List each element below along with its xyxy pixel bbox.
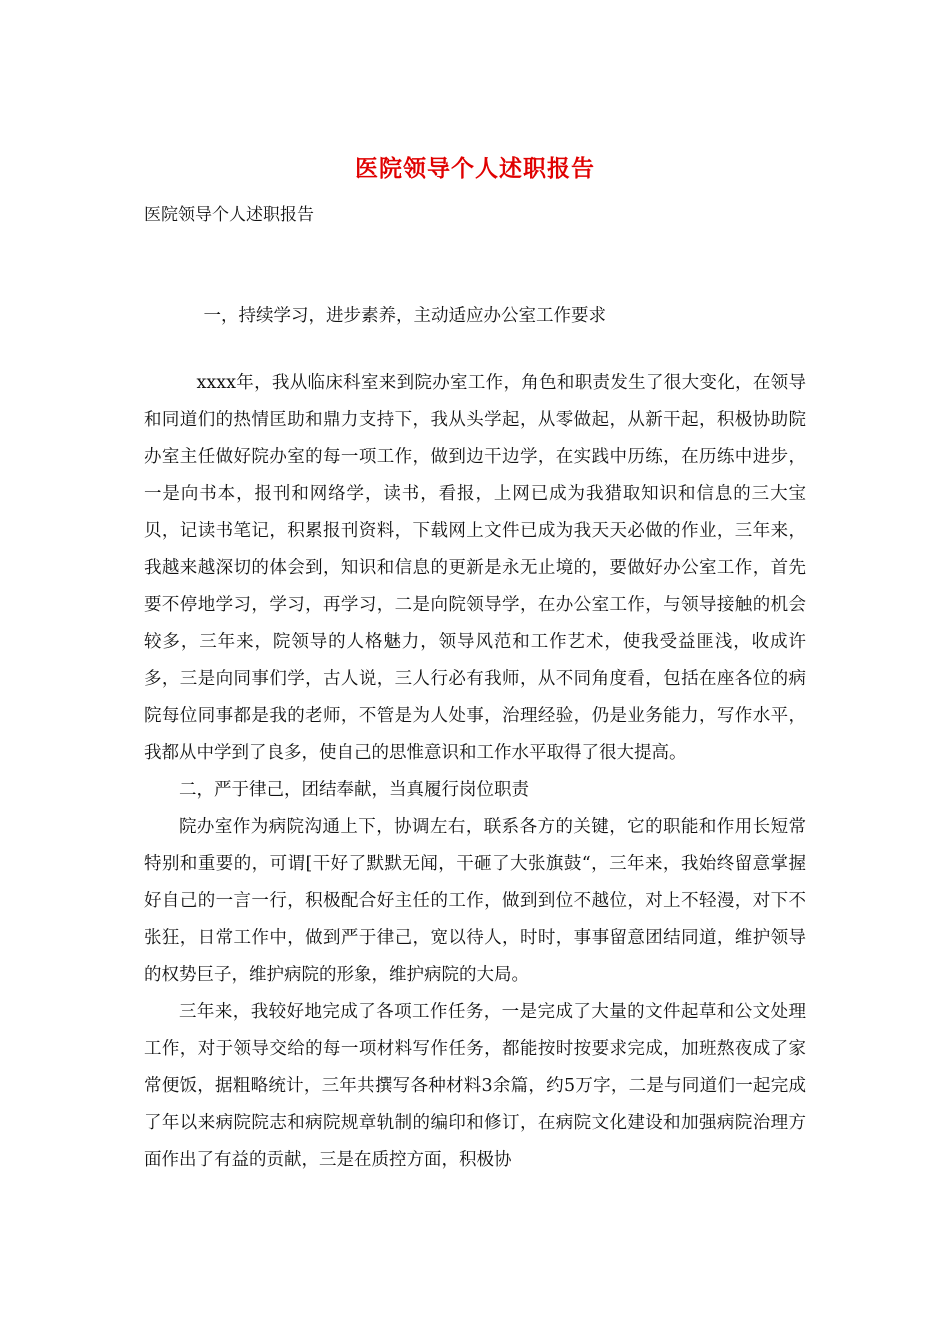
section-heading-1: 一，持续学习，进步素养，主动适应办公室工作要求 [203,306,606,326]
section-heading-2: 二，严于律己，团结奉献，当真履行岗位职责 [179,780,529,800]
body-paragraph: 三年来，我较好地完成了各项工作任务，一是完成了大量的文件起草和公文处理工作，对于领导交给的每一项材料写作任务，都能按时按要求完成，加班熬夜成了家常便饭，据粗略统计，三年共撰写各种材料3余篇，约5万字，二是与同道们一起完成了年以来病院院志和病院规章轨制的编印和修订，在病院文化建设和加强病院治理方面作出了有益的贡献，三是在质控方面，积极协 [144,1002,806,1170]
body-paragraph: xxxx年，我从临床科室来到院办室工作，角色和职责发生了很大变化，在领导和同道们的热情匡助和鼎力支持下，我从头学起，从零做起，从新干起，积极协助院办室主任做好院办室的每一项工作，做到边干边学，在实践中历练，在历练中进步，一是向书本，报刊和网络学，读书，看报，上网已成为我猎取知识和信息的三大宝贝，记读书笔记，积累报刊资料，下载网上文件已成为我天天必做的作业，三年来，我越来越深切的体会到，知识和信息的更新是永无止境的，要做好办公室工作，首先要不停地学习，学习，再学习，二是向院领导学，在办公室工作，与领导接触的机会较多，三年来，院领导的人格魅力，领导风范和工作艺术，使我受益匪浅，收成许多，三是向同事们学，古人说，三人行必有我师，从不同角度看，包括在座各位的病院每位同事都是我的老师，不管是为人处事，治理经验，仍是业务能力，写作水平，我都从中学到了良多，使自己的思惟意识和工作水平取得了很大提高。 [144,373,806,763]
document-body [144,298,806,1179]
body-paragraph: 院办室作为病院沟通上下，协调左右，联系各方的关键，它的职能和作用长短常特别和重要的，可谓[干好了默默无闻，干砸了大张旗鼓“，三年来，我始终留意掌握好自己的一言一行，积极配合好主任的工作，做到到位不越位，对上不轻漫，对下不张狂，日常工作中，做到严于律己，宽以待人，时时，事事留意团结同道，维护领导的权势巨子，维护病院的形象，维护病院的大局。 [144,817,806,985]
document-subtitle: 医院领导个人述职报告 [144,205,314,225]
document-title: 医院领导个人述职报告 [355,155,595,182]
